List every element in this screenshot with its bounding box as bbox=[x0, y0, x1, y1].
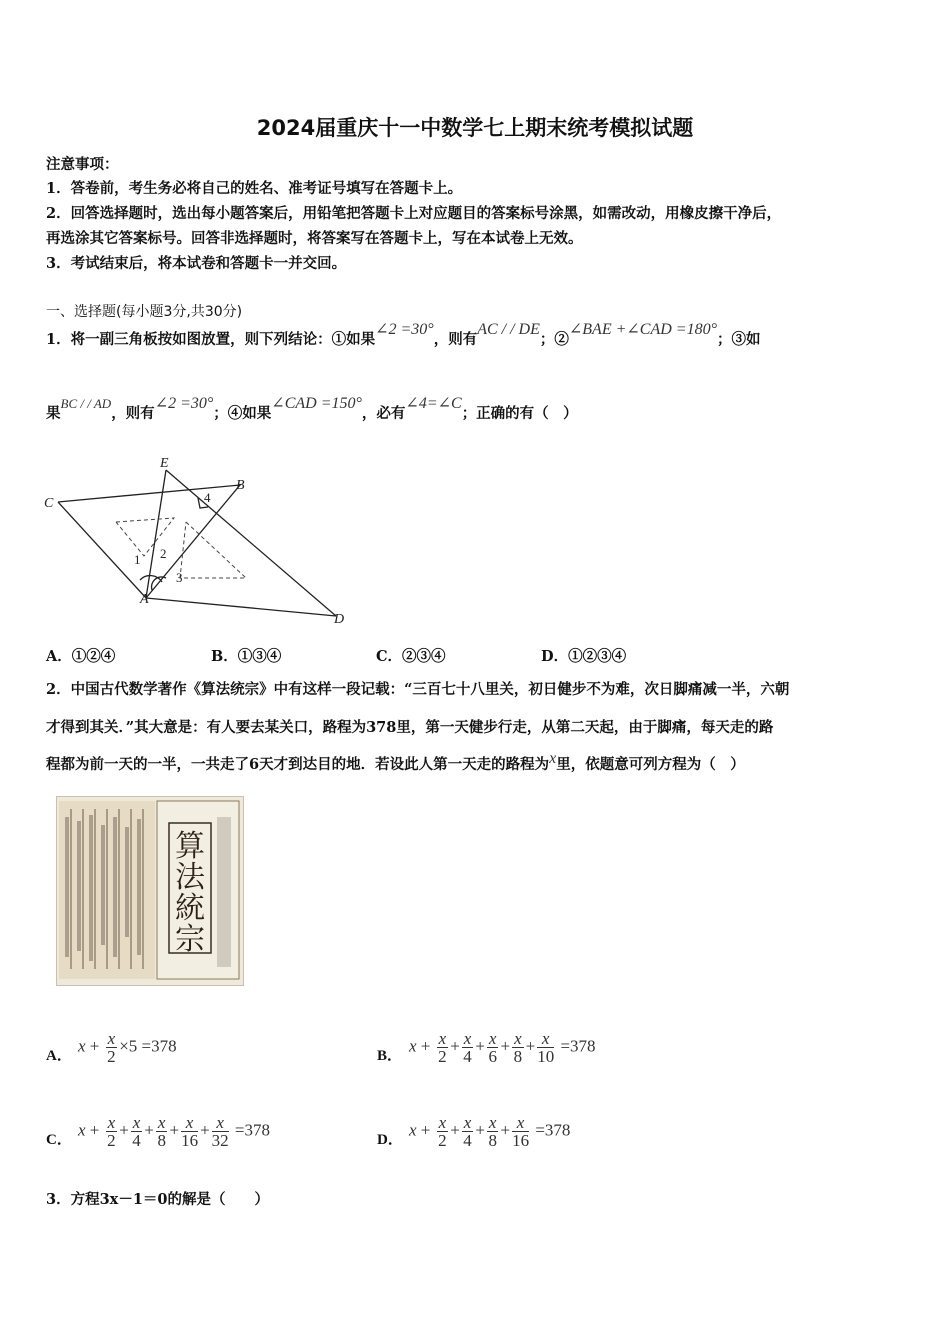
math-expr: ∠2 =30° bbox=[154, 395, 214, 412]
label-d: D bbox=[334, 612, 345, 627]
notice-item: 再选涂其它答案标号。回答非选择题时，将答案写在答题卡上，写在本试卷上无效。 bbox=[46, 230, 583, 247]
question-1-line-1: 1．将一副三角板按如图放置，则下列结论：①如果∠2 =30°，则有AC / / DE；②∠BAE +∠CAD =180°；③如 bbox=[46, 321, 761, 348]
angle-2: 2 bbox=[160, 546, 167, 561]
label-a: A bbox=[140, 592, 149, 607]
option-a[interactable]: A．①②④ bbox=[46, 648, 116, 665]
angle-1: 1 bbox=[134, 552, 141, 567]
notice-item: 3．考试结束后，将本试卷和答题卡一并交回。 bbox=[46, 255, 347, 272]
variable-x: x bbox=[549, 750, 557, 767]
question-2-line-3: 程都为前一天的一半，一共走了6天才到达目的地．若设此人第一天走的路程为x里，依题意可列方程为（ ） bbox=[46, 750, 745, 773]
exam-page: 2024届重庆十一中数学七上期末统考模拟试题 注意事项： 1．答卷前，考生务必将自己的姓名、准考证号填写在答题卡上。 2．回答选择题时，选出每小题答案后，用铅笔把答题卡上对应题目的答案标号涂黑，如需改动，用橡皮擦干净后， 再选涂其它答案标号。回答非选择题时，将答案写在答题卡上，写在本试卷上无效。 3．考试结束后，将本试卷和答题卡一并交回。 一、选择题(每小题3分,共30分) 1．将一副三角板按如图放置，则下列结论：①如果∠2 =30°，则有AC / / DE；②∠BAE +∠CAD =180°；③如 果BC / / AD，则有∠2 =30°；④如果∠CAD =150°，必有∠4=∠C；正确的有（ ） E B C D A 1 2 3 4 A．①②④ B．①③④ C．②③④ D．①②③④ 2．中国古代数学著作《算法统宗》中有这样一段记载：“三百七十八里关，初日健步不为难，次日脚痛减一半，六朝 才得到其关．”其大意是：有人要去某关口，路程为378里，第一天健步行走，从第二天起，由于脚痛，每天走的路 程都为前一天的一半，一共走了6天才到达目的地．若设此人第一天走的路程为x里，依题意可列方程为（ ） 算法統宗 A． x + $\frac{x}{2}$ ×5 =378 B． x + $\frac{x}{2}$ + $\frac{x}{4}$ + $\frac{x}{6}$ + $\frac{x}{8}$ + $\frac{x}{10}$ =378 C． x + $\frac{x}{2}$ + $\frac{x}{4}$ + $\frac{x}{8}$ + $\frac{x}{16}$ + $\frac{x}{32}$ =378 D． x + $\frac{x}{2}$ + $\frac{x}{4}$ + $\frac{x}{8}$ + $\frac{x}{16}$ =378 3．方程3x－1＝0的解是（ ） bbox=[0, 0, 950, 1344]
notice-heading: 注意事项： bbox=[46, 156, 119, 173]
book-title: 算法統宗 bbox=[175, 829, 205, 957]
question-2-line-2: 才得到其关．”其大意是：有人要去某关口，路程为378里，第一天健步行走，从第二天起，由于脚痛，每天走的路 bbox=[46, 719, 774, 736]
equation-d: x + $\frac{x}{2}$ + $\frac{x}{4}$ + $\frac{x}{8}$ + $\frac{x}{16}$ =378 bbox=[409, 1113, 571, 1150]
label-c: C bbox=[44, 496, 54, 511]
equation-a: x + $\frac{x}{2}$ ×5 =378 bbox=[78, 1029, 177, 1066]
option-d[interactable]: D．①②③④ bbox=[541, 648, 627, 665]
label-e: E bbox=[160, 456, 169, 471]
page-title: 2024届重庆十一中数学七上期末统考模拟试题 bbox=[256, 116, 694, 140]
notice-item: 1．答卷前，考生务必将自己的姓名、准考证号填写在答题卡上。 bbox=[46, 180, 463, 197]
question-1-options bbox=[46, 645, 906, 666]
triangle-figure bbox=[40, 450, 360, 635]
math-expr: BC / / AD bbox=[60, 396, 112, 411]
equation-c: x + $\frac{x}{2}$ + $\frac{x}{4}$ + $\frac{x}{8}$ + $\frac{x}{16}$ + $\frac{x}{32}$ =378 bbox=[78, 1113, 270, 1150]
math-expr: ∠4=∠C bbox=[405, 395, 462, 412]
math-expr: AC / / DE bbox=[477, 321, 540, 338]
label-b: B bbox=[236, 478, 245, 493]
question-3: 3．方程3x－1＝0的解是（ ） bbox=[46, 1191, 270, 1208]
math-expr: ∠CAD =150° bbox=[271, 395, 362, 412]
notice-item: 2．回答选择题时，选出每小题答案后，用铅笔把答题卡上对应题目的答案标号涂黑，如需改动，用橡皮擦干净后， bbox=[46, 205, 782, 222]
option-b[interactable]: B．①③④ bbox=[211, 648, 282, 665]
math-expr: ∠2 =30° bbox=[375, 321, 434, 338]
equation-b: x + $\frac{x}{2}$ + $\frac{x}{4}$ + $\frac{x}{6}$ + $\frac{x}{8}$ + $\frac{x}{10}$ =378 bbox=[409, 1029, 596, 1066]
angle-3: 3 bbox=[176, 570, 183, 585]
question-1-line-2: 果BC / / AD，则有∠2 =30°；④如果∠CAD =150°，必有∠4=∠C；正确的有（ ） bbox=[46, 395, 578, 422]
option-c[interactable]: C．②③④ bbox=[376, 648, 446, 665]
section-heading: 一、选择题(每小题3分,共30分) bbox=[46, 304, 243, 320]
math-expr: ∠BAE +∠CAD =180° bbox=[568, 321, 717, 338]
angle-4: 4 bbox=[204, 490, 211, 505]
book-illustration bbox=[57, 797, 243, 985]
book-image bbox=[56, 796, 244, 986]
question-2-line-1: 2．中国古代数学著作《算法统宗》中有这样一段记载：“三百七十八里关，初日健步不为难，次日脚痛减一半，六朝 bbox=[46, 681, 790, 698]
